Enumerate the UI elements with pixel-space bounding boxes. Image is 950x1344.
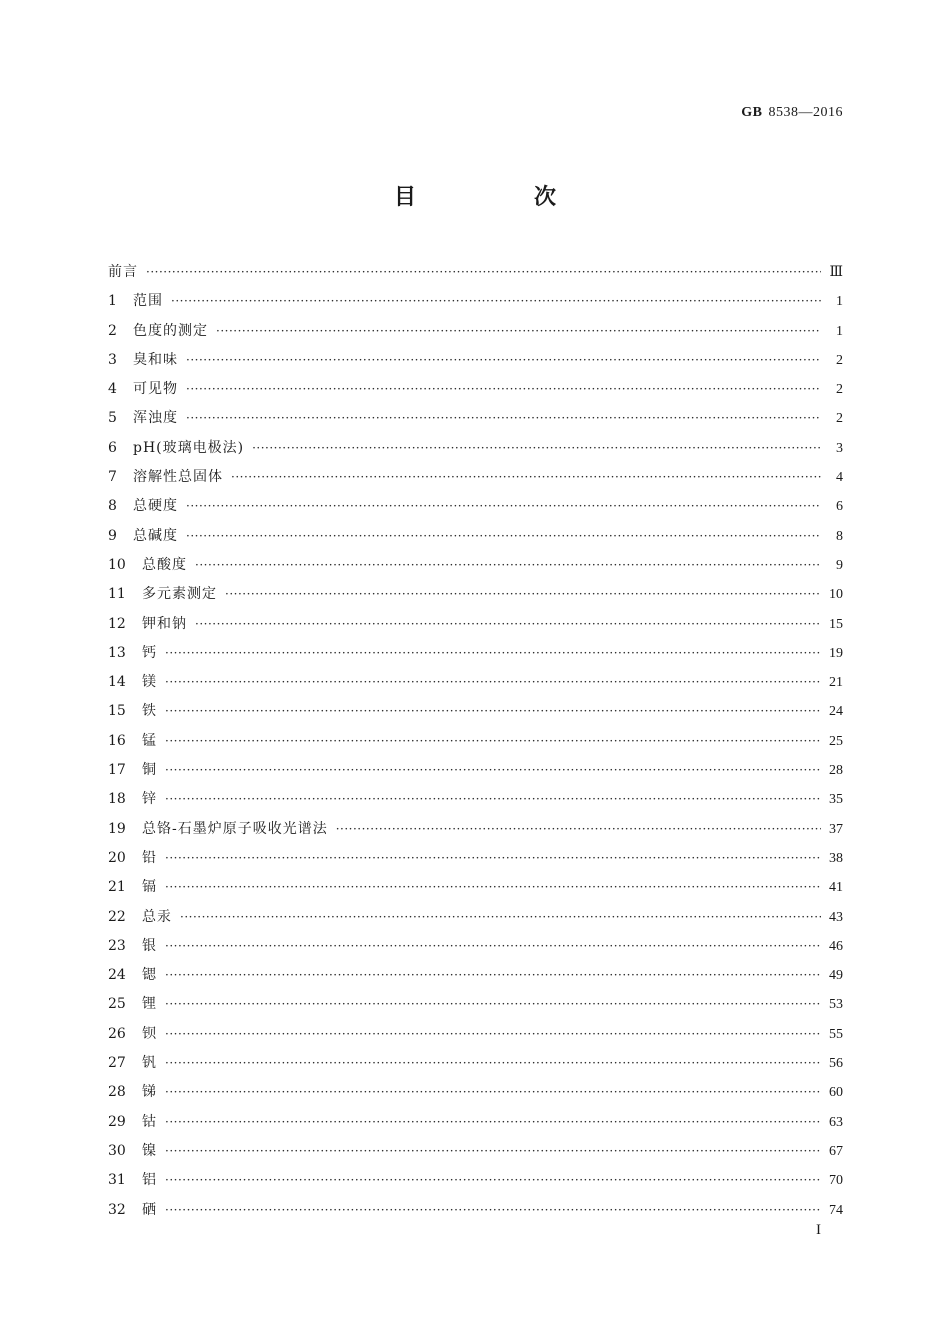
- dot-leader: [186, 404, 821, 433]
- dot-leader: [165, 961, 821, 990]
- toc-entry-page: 60: [829, 1085, 843, 1101]
- dot-leader: [165, 932, 821, 961]
- toc-entry-number: 11: [108, 586, 126, 603]
- toc-entry-label: 总汞: [142, 908, 172, 925]
- toc-entry-number: 29: [108, 1113, 126, 1130]
- toc-entry-number: 4: [108, 381, 117, 398]
- toc-entry-page: 8: [836, 528, 843, 544]
- toc-entry-number: 21: [108, 879, 126, 896]
- toc-entry-page: 2: [836, 411, 843, 427]
- toc-entry-number: 18: [108, 791, 126, 808]
- dot-leader: [231, 463, 821, 492]
- toc-entry-number: 13: [108, 644, 126, 661]
- toc-entry[interactable]: [108, 1020, 843, 1049]
- toc-entry-number: 31: [108, 1172, 126, 1189]
- dot-leader: [165, 844, 821, 873]
- toc-entry[interactable]: [108, 1108, 843, 1137]
- toc-entry[interactable]: [108, 961, 843, 990]
- toc-entry-label: pH(玻璃电极法): [133, 439, 245, 456]
- dot-leader: [165, 1196, 821, 1225]
- toc-entry-page: 38: [829, 850, 843, 866]
- toc-entry-page: 19: [829, 645, 843, 661]
- toc-entry[interactable]: [108, 258, 843, 287]
- toc-entry-number: 26: [108, 1025, 126, 1042]
- dot-leader: [165, 1137, 821, 1166]
- dot-leader: [252, 434, 821, 463]
- dot-leader: [195, 551, 821, 580]
- toc-entry-number: 23: [108, 937, 126, 954]
- toc-entry-label: 镁: [142, 674, 157, 691]
- toc-entry-page: 49: [829, 968, 843, 984]
- toc-entry-label: 钡: [142, 1025, 157, 1042]
- toc-entry-label: 钾和钠: [142, 615, 187, 632]
- toc-entry-number: 25: [108, 996, 126, 1013]
- toc-entry-number: 2: [108, 322, 117, 339]
- toc-entry-number: 7: [108, 469, 117, 486]
- toc-entry-number: 3: [108, 351, 117, 368]
- toc-entry-number: 20: [108, 849, 126, 866]
- toc-entry-page: 15: [829, 616, 843, 632]
- toc-entry[interactable]: [108, 580, 843, 609]
- toc-entry[interactable]: [108, 1166, 843, 1195]
- toc-entry-page: 37: [829, 821, 843, 837]
- toc-entry[interactable]: [108, 697, 843, 726]
- toc-entry[interactable]: [108, 873, 843, 902]
- toc-entry[interactable]: [108, 756, 843, 785]
- toc-entry[interactable]: [108, 639, 843, 668]
- dot-leader: [186, 375, 821, 404]
- toc-entry[interactable]: [108, 844, 843, 873]
- toc-entry-number: 15: [108, 703, 126, 720]
- toc-entry-page: 4: [836, 470, 843, 486]
- toc-entry-label: 前言: [108, 264, 138, 280]
- toc-entry[interactable]: [108, 815, 843, 844]
- toc-entry[interactable]: [108, 1137, 843, 1166]
- toc-entry-label: 多元素测定: [142, 586, 217, 603]
- toc-entry-label: 总硬度: [133, 498, 178, 515]
- toc-entry-number: 5: [108, 410, 117, 427]
- toc-entry-label: 总酸度: [142, 556, 187, 573]
- dot-leader: [146, 258, 821, 287]
- toc-entry[interactable]: [108, 668, 843, 697]
- toc-entry[interactable]: [108, 346, 843, 375]
- toc-entry-label: 锑: [142, 1084, 157, 1101]
- toc-entry[interactable]: [108, 522, 843, 551]
- toc-entry-page: 53: [829, 997, 843, 1013]
- toc-entry[interactable]: [108, 990, 843, 1019]
- toc-entry-number: 24: [108, 967, 126, 984]
- toc-entry[interactable]: [108, 932, 843, 961]
- standard-prefix: GB: [741, 105, 763, 120]
- toc-entry-number: 14: [108, 674, 126, 691]
- toc-entry[interactable]: [108, 903, 843, 932]
- toc-entry[interactable]: [108, 463, 843, 492]
- toc-entry-page: 35: [829, 792, 843, 808]
- toc-entry-page: 70: [829, 1173, 843, 1189]
- toc-entry[interactable]: [108, 404, 843, 433]
- toc-entry-label: 锌: [142, 791, 157, 808]
- dot-leader: [186, 522, 821, 551]
- dot-leader: [195, 610, 821, 639]
- toc-entry-page: 74: [829, 1202, 843, 1218]
- toc-entry-label: 镉: [142, 879, 157, 896]
- toc-entry-label: 镍: [142, 1142, 157, 1159]
- toc-entry-page: 25: [829, 733, 843, 749]
- dot-leader: [165, 639, 821, 668]
- toc-entry-page: 6: [836, 499, 843, 515]
- toc-entry-page: 63: [829, 1114, 843, 1130]
- toc-entry-label: 钒: [142, 1055, 157, 1072]
- toc-entry-page: 56: [829, 1056, 843, 1072]
- toc-entry-label: 范围: [133, 293, 163, 310]
- toc-entry-label: 总铬-石墨炉原子吸收光谱法: [142, 820, 328, 837]
- toc-entry[interactable]: [108, 610, 843, 639]
- toc-entry-number: 1: [108, 293, 117, 310]
- dot-leader: [165, 756, 821, 785]
- dot-leader: [165, 785, 821, 814]
- toc-entry-page: 24: [829, 704, 843, 720]
- toc-entry-label: 钴: [142, 1113, 157, 1130]
- toc-entry-label: 硒: [142, 1201, 157, 1218]
- dot-leader: [165, 1166, 821, 1195]
- toc-entry[interactable]: [108, 1049, 843, 1078]
- dot-leader: [171, 287, 821, 316]
- toc-entry-page: 10: [829, 587, 843, 603]
- toc-entry-page: 46: [829, 938, 843, 954]
- toc-entry-label: 铜: [142, 762, 157, 779]
- toc-entry-page: 1: [836, 323, 843, 339]
- toc-entry-number: 10: [108, 556, 126, 573]
- toc-entry-page: 3: [836, 440, 843, 456]
- dot-leader: [165, 697, 821, 726]
- table-of-contents: [108, 258, 843, 1225]
- toc-entry-label: 铅: [142, 849, 157, 866]
- toc-entry-page: Ⅲ: [829, 265, 843, 280]
- standard-number: 8538—2016: [768, 105, 843, 120]
- toc-entry[interactable]: [108, 492, 843, 521]
- dot-leader: [186, 346, 821, 375]
- toc-entry-number: 30: [108, 1142, 126, 1159]
- toc-entry-label: 溶解性总固体: [133, 469, 223, 486]
- toc-entry[interactable]: [108, 727, 843, 756]
- dot-leader: [165, 668, 821, 697]
- toc-entry-page: 9: [836, 557, 843, 573]
- toc-entry[interactable]: [108, 287, 843, 316]
- page-title: 目 次: [393, 185, 604, 210]
- toc-entry-number: 9: [108, 527, 117, 544]
- toc-entry-label: 可见物: [133, 381, 178, 398]
- toc-entry-page: 67: [829, 1143, 843, 1159]
- dot-leader: [165, 990, 821, 1019]
- dot-leader: [165, 727, 821, 756]
- toc-entry[interactable]: [108, 551, 843, 580]
- dot-leader: [216, 317, 821, 346]
- toc-entry-label: 锶: [142, 967, 157, 984]
- dot-leader: [165, 1049, 821, 1078]
- toc-entry-label: 铝: [142, 1172, 157, 1189]
- toc-entry-number: 22: [108, 908, 126, 925]
- dot-leader: [165, 1108, 821, 1137]
- toc-entry-number: 27: [108, 1055, 126, 1072]
- toc-entry-number: 17: [108, 762, 126, 779]
- toc-entry-page: 41: [829, 880, 843, 896]
- toc-entry-page: 43: [829, 909, 843, 925]
- toc-entry-label: 铁: [142, 703, 157, 720]
- dot-leader: [225, 580, 821, 609]
- toc-entry-page: 2: [836, 382, 843, 398]
- toc-entry-number: 19: [108, 820, 126, 837]
- standard-code: [741, 105, 843, 121]
- dot-leader: [336, 815, 821, 844]
- toc-entry-label: 银: [142, 937, 157, 954]
- toc-entry-page: 28: [829, 763, 843, 779]
- dot-leader: [165, 1020, 821, 1049]
- toc-entry[interactable]: [108, 375, 843, 404]
- toc-entry-page: 21: [829, 675, 843, 691]
- dot-leader: [186, 492, 821, 521]
- toc-entry-number: 12: [108, 615, 126, 632]
- toc-entry-label: 钙: [142, 644, 157, 661]
- toc-entry-page: 2: [836, 352, 843, 368]
- toc-entry-label: 锰: [142, 732, 157, 749]
- toc-entry-label: 浑浊度: [133, 410, 178, 427]
- toc-entry-label: 臭和味: [133, 351, 178, 368]
- toc-entry-number: 6: [108, 439, 117, 456]
- toc-entry-number: 8: [108, 498, 117, 515]
- page-number: I: [816, 1222, 821, 1238]
- toc-entry[interactable]: [108, 317, 843, 346]
- dot-leader: [165, 873, 821, 902]
- toc-entry-label: 总碱度: [133, 527, 178, 544]
- toc-entry[interactable]: [108, 1196, 843, 1225]
- dot-leader: [180, 903, 821, 932]
- toc-entry-label: 色度的测定: [133, 322, 208, 339]
- toc-entry-number: 32: [108, 1201, 126, 1218]
- dot-leader: [165, 1078, 821, 1107]
- toc-entry-label: 锂: [142, 996, 157, 1013]
- toc-entry[interactable]: [108, 1078, 843, 1107]
- toc-entry[interactable]: [108, 434, 843, 463]
- toc-entry-number: 16: [108, 732, 126, 749]
- toc-entry-page: 1: [836, 294, 843, 310]
- toc-entry-number: 28: [108, 1084, 126, 1101]
- toc-entry-page: 55: [829, 1026, 843, 1042]
- toc-entry[interactable]: [108, 785, 843, 814]
